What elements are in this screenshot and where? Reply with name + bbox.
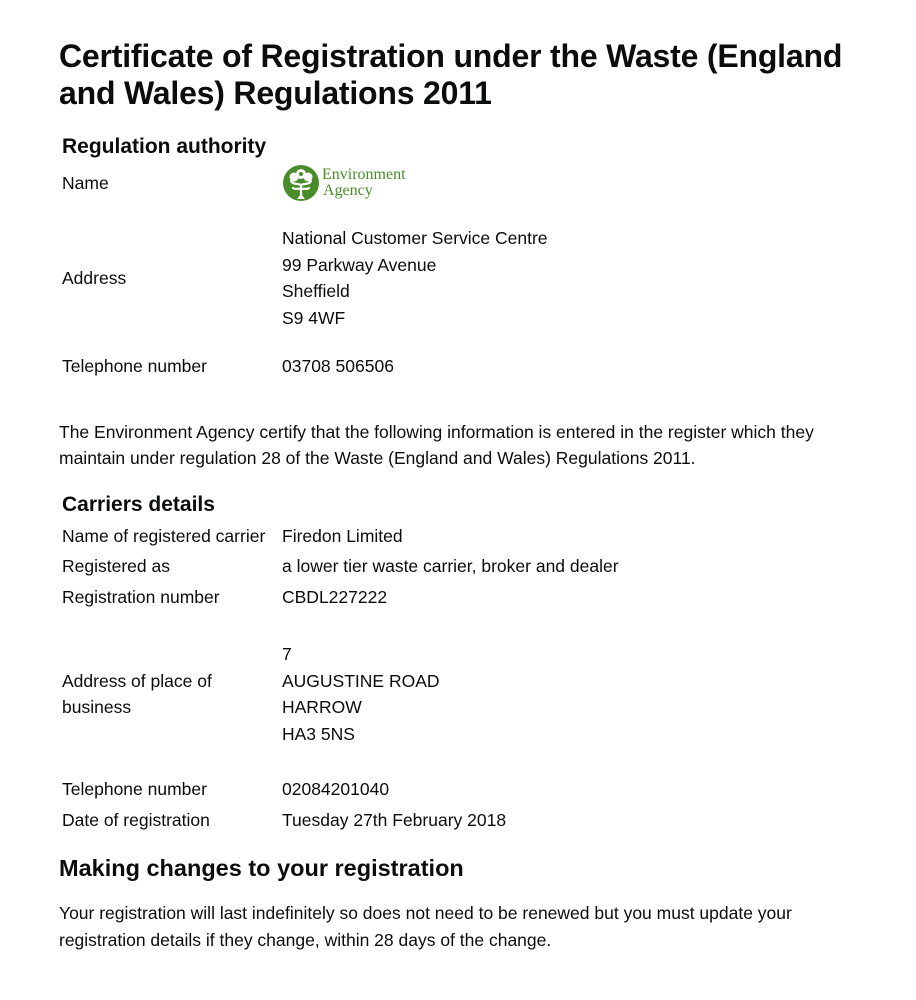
authority-phone: 03708 506506	[282, 356, 394, 376]
registered-as-label: Registered as	[62, 556, 170, 576]
registered-as-row	[59, 551, 859, 582]
logo-wordmark	[322, 167, 406, 199]
carrier-phone: 02084201040	[282, 779, 390, 799]
business-address-line: AUGUSTINE ROAD	[282, 670, 440, 691]
registration-date: Tuesday 27th February 2018	[282, 809, 507, 830]
carrier-name-label: Name of registered carrier	[62, 525, 266, 546]
authority-address-line: National Customer Service Centre	[282, 228, 548, 248]
logo-line-2: Agency	[323, 182, 373, 199]
authority-address-line: S9 4WF	[282, 307, 346, 328]
reg-number-row	[59, 582, 859, 613]
page-title: Certificate of Registration under the Waste (England and Wales) Regulations 2011	[59, 38, 843, 111]
logo-line-1: Environment	[322, 166, 406, 183]
authority-address-label: Address	[62, 267, 127, 288]
authority-address-row	[59, 225, 859, 331]
business-address-label: Address of place of business	[62, 670, 212, 717]
business-address-line: 7	[282, 644, 292, 664]
business-address-row	[59, 641, 859, 747]
carrier-name-row	[59, 521, 859, 552]
business-address-line: HA3 5NS	[282, 723, 355, 744]
carrier-heading: Carriers details	[62, 492, 215, 516]
authority-address-line: Sheffield	[282, 281, 350, 301]
authority-phone-label: Telephone number	[62, 356, 207, 376]
authority-logo	[282, 162, 859, 204]
carrier-phone-label: Telephone number	[62, 779, 207, 799]
changes-heading: Making changes to your registration	[59, 855, 464, 881]
certificate-page	[59, 38, 859, 953]
authority-heading: Regulation authority	[62, 135, 267, 158]
authority-address	[282, 225, 859, 331]
business-address	[282, 641, 859, 747]
tree-logo-icon	[282, 163, 320, 203]
business-address-line: HARROW	[282, 697, 362, 717]
authority-name-label: Name	[62, 172, 109, 193]
carrier-name: Firedon Limited	[282, 525, 403, 546]
registration-date-label: Date of registration	[62, 809, 210, 830]
carrier-phone-row	[59, 774, 859, 805]
reg-number-label: Registration number	[62, 586, 220, 607]
authority-address-line: 99 Parkway Avenue	[282, 254, 437, 275]
authority-phone-row	[59, 353, 859, 380]
changes-text: Your registration will last indefinitely so does not need to be renewed but you must update your registration details if they change, within 28 days of the change.	[59, 903, 792, 950]
registration-date-row	[59, 805, 859, 836]
authority-name-row	[59, 162, 859, 204]
reg-number: CBDL227222	[282, 586, 388, 607]
registered-as: a lower tier waste carrier, broker and dealer	[282, 556, 619, 576]
certify-text: The Environment Agency certify that the following information is entered in the register which they maintain under regulation 28 of the Waste (England and Wales) Regulations 2011.	[59, 421, 814, 468]
